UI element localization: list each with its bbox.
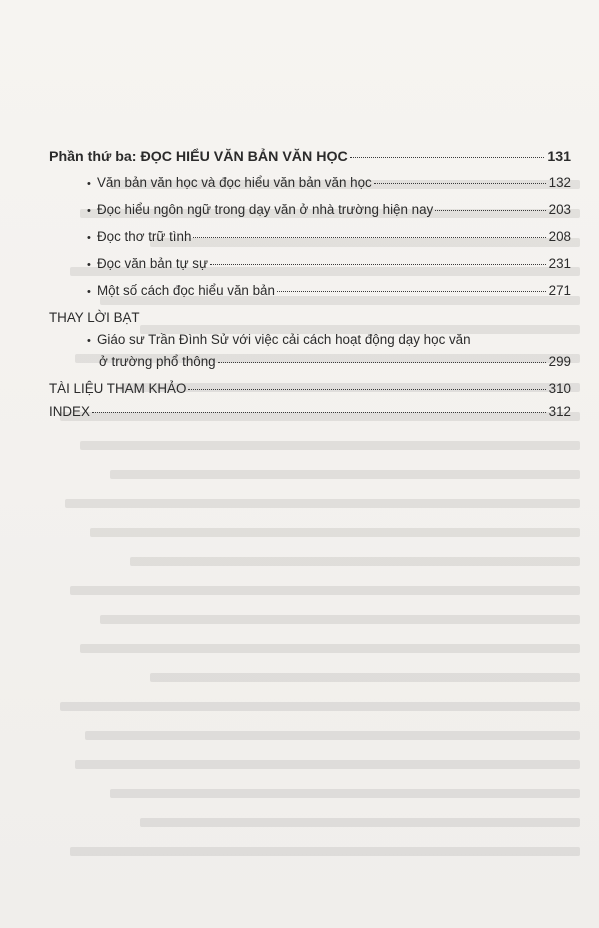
entry-title: Văn bản văn học và đọc hiểu văn bản văn học xyxy=(97,175,372,190)
dot-leader xyxy=(193,237,545,238)
page-number: 131 xyxy=(547,149,571,165)
dot-leader xyxy=(435,210,545,211)
bullet-icon: • xyxy=(87,205,91,217)
bullet-icon: • xyxy=(87,259,91,271)
dot-leader xyxy=(218,362,546,363)
page-number: 132 xyxy=(548,175,571,190)
dot-leader xyxy=(277,291,546,292)
page-number: 208 xyxy=(548,229,571,244)
page-number: 299 xyxy=(548,354,571,369)
bullet-icon: • xyxy=(87,178,91,190)
bullet-icon: • xyxy=(87,335,91,347)
page-number: 310 xyxy=(548,381,571,396)
toc-index[interactable] xyxy=(49,401,571,424)
toc-part-heading[interactable] xyxy=(49,146,571,172)
section-title: THAY LỜI BẠT xyxy=(49,310,140,325)
page-number: 231 xyxy=(548,256,571,271)
toc-entry[interactable] xyxy=(49,199,571,226)
dot-leader xyxy=(374,183,546,184)
entry-title: Đọc hiểu ngôn ngữ trong dạy văn ở nhà trường hiện nay xyxy=(97,202,434,217)
page-number: 271 xyxy=(548,283,571,298)
part-title: Phần thứ ba: ĐỌC HIỂU VĂN BẢN VĂN HỌC xyxy=(49,149,348,165)
dot-leader xyxy=(350,157,545,158)
table-of-contents xyxy=(49,146,571,424)
entry-title: Đọc văn bản tự sự xyxy=(97,256,208,271)
toc-afterword-heading[interactable] xyxy=(49,307,571,331)
toc-entry-multiline[interactable] xyxy=(49,331,571,378)
section-title: TÀI LIỆU THAM KHẢO xyxy=(49,381,187,396)
toc-entry[interactable] xyxy=(49,280,571,307)
entry-title-line2: ở trường phổ thông xyxy=(99,354,216,369)
dot-leader xyxy=(188,389,545,390)
page-number: 203 xyxy=(548,202,571,217)
toc-references[interactable] xyxy=(49,378,571,401)
toc-entry[interactable] xyxy=(49,226,571,253)
dot-leader xyxy=(210,264,546,265)
entry-title-line1: Giáo sư Trần Đình Sử với việc cải cách hoạt động dạy học văn xyxy=(97,332,471,347)
toc-entry[interactable] xyxy=(49,172,571,199)
dot-leader xyxy=(92,412,546,413)
page-number: 312 xyxy=(548,404,571,419)
section-title: INDEX xyxy=(49,404,90,419)
bullet-icon: • xyxy=(87,286,91,298)
bullet-icon: • xyxy=(87,232,91,244)
entry-title: Đọc thơ trữ tình xyxy=(97,229,192,244)
toc-entry[interactable] xyxy=(49,253,571,280)
entry-title: Một số cách đọc hiểu văn bản xyxy=(97,283,275,298)
